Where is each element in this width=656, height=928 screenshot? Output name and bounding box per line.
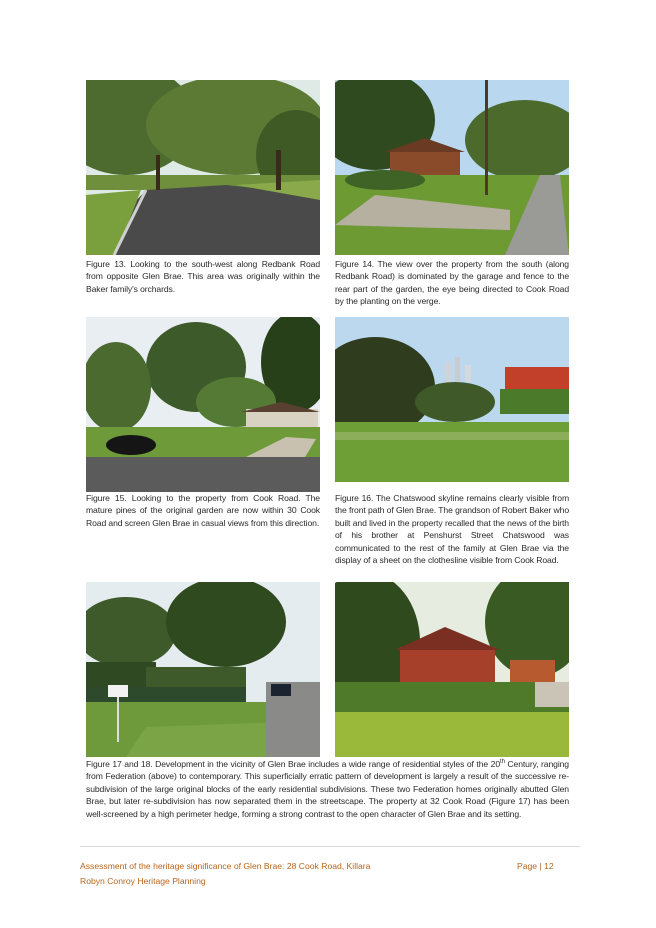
footer-author: Robyn Conroy Heritage Planning (80, 876, 206, 886)
figure-17-18-caption-text-1: Figure 17 and 18. Development in the vicinity of Glen Brae includes a wide range of residential styles of the 20 (86, 759, 501, 769)
figure-17-photo (86, 582, 320, 757)
figure-15-caption: Figure 15. Looking to the property from Cook Road. The mature pines of the original garden are now within 30 Cook Road and screen Glen Brae in casual views from this direction. (86, 493, 320, 528)
figure-16-photo (335, 317, 569, 482)
figure-13-photo (86, 80, 320, 255)
figure-17-18-caption-superscript: th (500, 759, 505, 766)
figure-14-caption: Figure 14. The view over the property from the south (along Redbank Road) is dominated by the garage and fence to the rear part of the garden, the eye being directed to Cook Road by the planting on the verge. (335, 259, 569, 307)
figure-13-caption: Figure 13. Looking to the south-west along Redbank Road from opposite Glen Brae. This area was originally within the Baker family's orchards. (86, 259, 320, 294)
figure-17-18-caption-text-2: Century, ranging from Federation (above) to contemporary. This superficially erratic pattern of development is largely a result of the successive re-subdivision of the large original blocks of the early residential subdivisions. These two Federation homes originally abutted Glen Brae, but later re-subdivision has now separated them in the streetscape. The property at 32 Cook Road (Figure 17) has been well-screened by a high perimeter hedge, forming a strong contrast to the open character of Glen Brae and its setting. (86, 759, 569, 819)
figure-17-18-caption (86, 758, 569, 820)
page-number: Page | 12 (517, 861, 554, 871)
figure-15-photo (86, 317, 320, 492)
figure-14-photo (335, 80, 569, 255)
figure-18-photo (335, 582, 569, 757)
footer-title: Assessment of the heritage significance of Glen Brae: 28 Cook Road, Killara (80, 861, 371, 871)
figure-16-caption: Figure 16. The Chatswood skyline remains clearly visible from the front path of Glen Brae. The grandson of Robert Baker who built and lived in the property recalled that the news of the birth of his brother at Penshurst Street Chatswood was communicated to the rest of the family at Glen Brae via the display of a sheet on the clothesline visible from Cook Road. (335, 493, 569, 566)
footer-divider (80, 846, 580, 847)
